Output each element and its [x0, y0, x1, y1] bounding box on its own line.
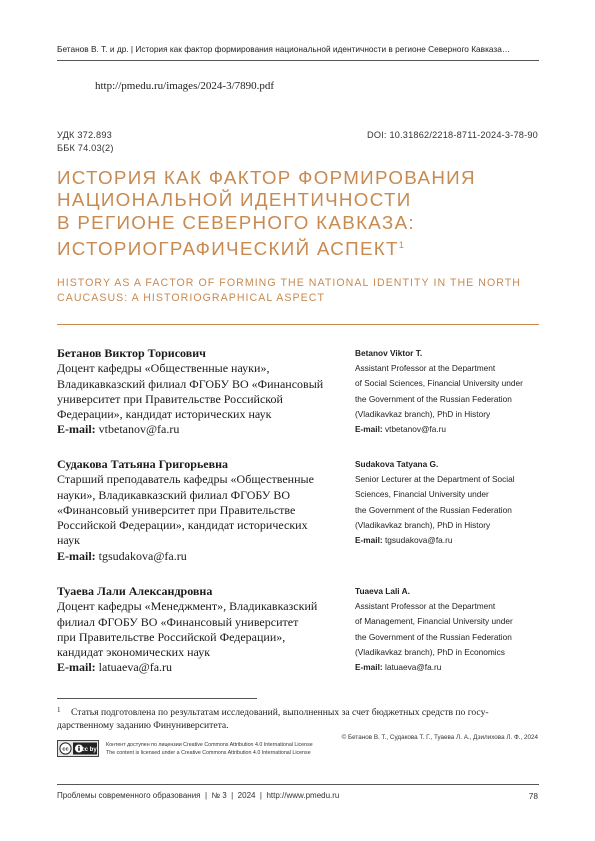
author-en-email-line	[355, 660, 545, 675]
author-en-block	[355, 584, 545, 675]
author-ru-email-line	[57, 422, 342, 437]
author-ru-name: Туаева Лали Александровна	[57, 584, 213, 598]
page-number: 78	[528, 791, 538, 801]
author-en-name: Betanov Viktor T.	[355, 348, 423, 358]
author-ru-affil: «Финансовый университет при Правительстве	[57, 502, 296, 517]
author-en-affil: (Vladikavkaz branch), PhD in History	[355, 408, 491, 419]
copyright: © Бетанов В. Т., Судакова Т. Г., Туаева Л. А., Дзилихова Л. Ф., 2024	[341, 734, 538, 741]
bbk-code: ББК 74.03(2)	[57, 143, 114, 153]
email-label: E-mail:	[355, 424, 383, 435]
email-label: E-mail:	[57, 422, 96, 437]
footnote-mark: 1	[57, 706, 61, 714]
author-en-affil: Senior Lecturer at the Department of Social	[355, 474, 515, 485]
author-en-affil: the Government of the Russian Federation	[355, 504, 512, 515]
title-rule	[57, 324, 539, 325]
author-en-affil: (Vladikavkaz branch), PhD in History	[355, 519, 491, 530]
author-email[interactable]: latuaeva@fa.ru	[98, 660, 173, 675]
author-ru-affil: науки», Владикавказский филиал ФГОБУ ВО	[57, 487, 291, 502]
footnote-rule	[57, 698, 257, 699]
footnote-line: дарственному заданию Финуниверситета.	[57, 720, 229, 731]
author-ru-affil: при Правительстве Российской Федерации»,	[57, 629, 286, 644]
author-ru-affil: филиал ФГОБУ ВО «Финансовый университет	[57, 614, 299, 629]
author-en-affil: Assistant Professor at the Department	[355, 601, 496, 612]
title-ru-line: В РЕГИОНЕ СЕВЕРНОГО КАВКАЗА:	[57, 211, 415, 233]
journal-info: Проблемы современного образования | № 3 | 2024 | http://www.pmedu.ru	[57, 791, 340, 800]
author-ru-affil: Российской Федерации», кандидат исторических	[57, 518, 308, 533]
author-ru-affil: Владикавказский филиал ФГОБУ ВО «Финансовый	[57, 376, 324, 391]
author-ru-block	[57, 584, 342, 676]
svg-text:cc by: cc by	[81, 746, 97, 753]
license-line-ru: Контент доступен по лицензии Creative Commons Attribution 4.0 International License	[106, 742, 313, 748]
title-ru-line: НАЦИОНАЛЬНОЙ ИДЕНТИЧНОСТИ	[57, 189, 412, 211]
footnote	[57, 704, 539, 732]
license-line-en: The content is licensed under a Creative Commons Attribution 4.0 International License	[106, 750, 311, 756]
author-en-affil: of Social Sciences, Financial University under	[355, 378, 523, 389]
running-header: Бетанов В. Т. и др. | История как фактор формирования национальной идентичности в регионе Северного Кавказа…	[57, 44, 511, 54]
author-en-affil: Sciences, Financial University under	[355, 489, 489, 500]
author-ru-affil: наук	[57, 533, 80, 548]
author-en-name: Sudakova Tatyana G.	[355, 459, 439, 469]
title-en-line: CAUCASUS: A HISTORIOGRAPHICAL ASPECT	[57, 292, 325, 305]
author-en-email-line	[355, 422, 545, 437]
footnote-line: 1 Статья подготовлена по результатам исследований, выполненных за счет бюджетных средств по госу-	[57, 706, 489, 718]
author-en-email-line	[355, 533, 545, 548]
author-ru-name: Бетанов Виктор Торисович	[57, 346, 206, 360]
title-ru-line: ИСТОРИЯ КАК ФАКТОР ФОРМИРОВАНИЯ	[57, 167, 476, 188]
author-ru-block	[57, 457, 342, 564]
author-ru-name: Судакова Татьяна Григорьевна	[57, 457, 229, 471]
cc-by-license-icon[interactable]	[57, 740, 99, 757]
author-email[interactable]: vtbetanov@fa.ru	[384, 424, 446, 435]
header-rule	[57, 60, 539, 61]
author-en-affil: of Management, Financial University under	[355, 616, 513, 627]
title-english	[57, 276, 542, 307]
author-en-block	[355, 346, 545, 437]
author-email[interactable]: tgsudakova@fa.ru	[98, 548, 187, 563]
author-en-name: Tuaeva Lali A.	[355, 586, 410, 596]
footer-rule	[57, 784, 539, 785]
article-url[interactable]: http://pmedu.ru/images/2024-3/7890.pdf	[95, 80, 275, 92]
cc-logo-icon	[58, 741, 98, 756]
title-russian	[57, 167, 542, 261]
author-email[interactable]: latuaeva@fa.ru	[384, 662, 442, 673]
email-label: E-mail:	[57, 660, 96, 675]
license-text	[106, 741, 313, 757]
author-en-block	[355, 457, 545, 548]
author-en-affil: the Government of the Russian Federation	[355, 393, 512, 404]
author-ru-email-line	[57, 549, 342, 564]
email-label: E-mail:	[355, 535, 383, 546]
doi[interactable]: DOI: 10.31862/2218-8711-2024-3-78-90	[367, 130, 538, 140]
author-email[interactable]: tgsudakova@fa.ru	[384, 535, 453, 546]
author-ru-affil: кандидат экономических наук	[57, 645, 211, 660]
author-ru-affil: Доцент кафедры «Менеджмент», Владикавказский	[57, 599, 318, 614]
udk-code: УДК 372.893	[57, 130, 112, 140]
author-ru-affil: Федерации», кандидат исторических наук	[57, 407, 272, 422]
title-footnote-mark: 1	[398, 240, 404, 251]
author-ru-block	[57, 346, 342, 438]
author-ru-affil: Старший преподаватель кафедры «Общественные	[57, 472, 314, 487]
title-en-line: HISTORY AS A FACTOR OF FORMING THE NATIONAL IDENTITY IN THE NORTH	[57, 277, 522, 289]
author-en-affil: the Government of the Russian Federation	[355, 631, 512, 642]
email-label: E-mail:	[355, 662, 383, 673]
title-ru-line: ИСТОРИОГРАФИЧЕСКИЙ АСПЕКТ$^1$	[57, 238, 404, 260]
author-ru-email-line	[57, 660, 342, 675]
author-email[interactable]: vtbetanov@fa.ru	[98, 422, 180, 437]
svg-text:cc: cc	[62, 746, 69, 753]
author-ru-affil: Доцент кафедры «Общественные науки»,	[57, 361, 270, 376]
author-en-affil: (Vladikavkaz branch), PhD in Economics	[355, 646, 505, 657]
author-en-affil: Assistant Professor at the Department	[355, 363, 496, 374]
author-ru-affil: университет при Правительстве Российской	[57, 391, 283, 406]
email-label: E-mail:	[57, 548, 96, 563]
